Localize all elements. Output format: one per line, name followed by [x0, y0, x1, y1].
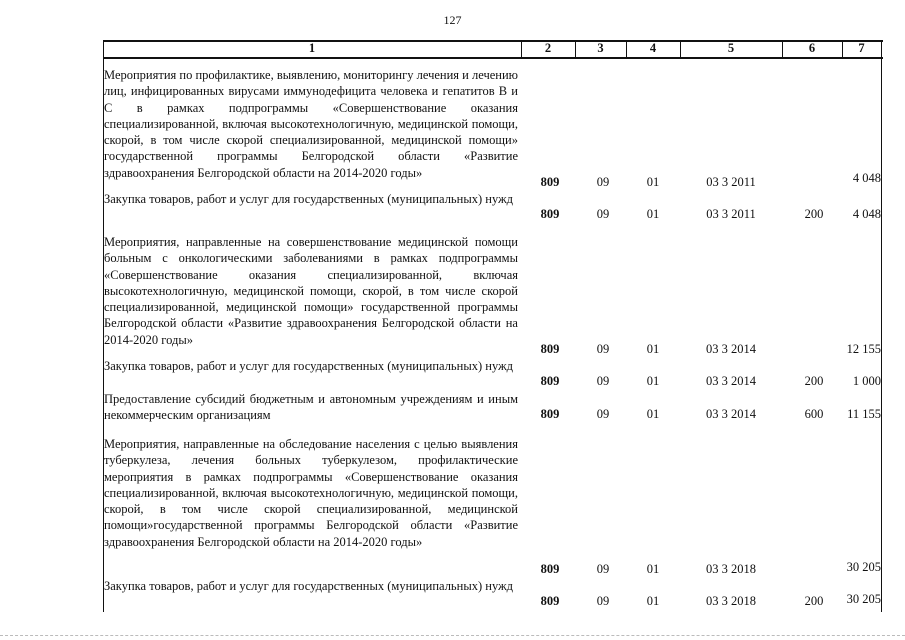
- cell-subsection: 01: [646, 374, 660, 388]
- cell-department: 809: [540, 374, 560, 388]
- cell-subsection: 01: [646, 562, 660, 576]
- cell-amount: 12 155: [846, 342, 881, 356]
- cell-amount: 11 155: [847, 407, 881, 421]
- page-number: 127: [443, 13, 462, 27]
- cell-amount: 30 205: [846, 560, 881, 574]
- scan-edge-line: [0, 635, 905, 636]
- cell-amount: 4 048: [852, 171, 881, 185]
- header-col-4: 4: [649, 41, 657, 55]
- cell-expense-type: 200: [804, 594, 824, 608]
- cell-expense-type: 200: [804, 374, 824, 388]
- row-description: Мероприятия, направленные на обследование населения с целью выявления туберкулеза, лечения больных туберкулезом, профилактические мероприятия в рамках подпрограммы «Совершенствование оказания специализированной, включая высокотехнологичную, медицинской помощи, скорой, в том числе скорой специализированной, медицинской помощи»государственной программы Белгородской области «Развитие здравоохранения Белгородской области на 2014-2020 годы»: [104, 437, 518, 549]
- cell-target-article: 03 3 2011: [706, 207, 756, 221]
- cell-target-article: 03 3 2014: [706, 374, 756, 388]
- cell-section: 09: [596, 342, 610, 356]
- cell-department: 809: [540, 562, 560, 576]
- cell-amount: 4 048: [852, 207, 881, 221]
- cell-amount: 30 205: [846, 592, 881, 606]
- cell-subsection: 01: [646, 594, 660, 608]
- cell-section: 09: [596, 407, 610, 421]
- header-col-2: 2: [544, 41, 552, 55]
- cell-target-article: 03 3 2018: [706, 594, 756, 608]
- cell-subsection: 01: [646, 207, 660, 221]
- cell-department: 809: [540, 407, 560, 421]
- cell-expense-type: 600: [804, 407, 824, 421]
- budget-table: [103, 40, 883, 612]
- cell-target-article: 03 3 2014: [706, 407, 756, 421]
- cell-department: 809: [540, 594, 560, 608]
- row-description: Мероприятия по профилактике, выявлению, мониторингу лечения и лечению лиц, инфицированных вирусами иммунодефицита человека и гепатитов В и С в рамках подпрограммы «Совершенствование оказания специализированной, включая высокотехнологичную, медицинской помощи, скорой, в том числе скорой специализированной, медицинской помощи» государственной программы Белгородской области «Развитие здравоохранения Белгородской области на 2014-2020 годы»: [104, 68, 519, 180]
- cell-subsection: 01: [646, 407, 660, 421]
- row-description: Закупка товаров, работ и услуг для государственных (муниципальных) нужд: [104, 359, 514, 373]
- row-description: Закупка товаров, работ и услуг для государственных (муниципальных) нужд: [104, 192, 514, 206]
- cell-subsection: 01: [646, 342, 660, 356]
- table-right-border: [881, 40, 882, 612]
- cell-target-article: 03 3 2018: [706, 562, 756, 576]
- cell-department: 809: [540, 207, 560, 221]
- cell-target-article: 03 3 2014: [706, 342, 756, 356]
- cell-section: 09: [596, 562, 610, 576]
- header-col-6: 6: [808, 41, 816, 55]
- header-col-3: 3: [597, 41, 604, 55]
- cell-department: 809: [540, 342, 560, 356]
- cell-subsection: 01: [646, 175, 660, 189]
- cell-expense-type: 200: [804, 207, 824, 221]
- row-description: Предоставление субсидий бюджетным и автономным учреждениям и иным некоммерческим организациям: [104, 392, 518, 423]
- cell-section: 09: [596, 207, 610, 221]
- header-col-7: 7: [858, 41, 865, 55]
- cell-amount: 1 000: [852, 374, 881, 388]
- cell-department: 809: [540, 175, 560, 189]
- cell-section: 09: [596, 175, 610, 189]
- cell-section: 09: [596, 374, 610, 388]
- header-col-1: 1: [308, 41, 316, 55]
- header-bottom-border: [103, 57, 883, 59]
- cell-target-article: 03 3 2011: [706, 175, 756, 189]
- row-description: Закупка товаров, работ и услуг для государственных (муниципальных) нужд: [104, 579, 514, 593]
- header-col-5: 5: [727, 41, 735, 55]
- cell-section: 09: [596, 594, 610, 608]
- row-description: Мероприятия, направленные на совершенствование медицинской помощи больным с онкологическими заболеваниями в рамках подпрограммы «Совершенствование оказания специализированной, включая высокотехнологичную, медицинской помощи, скорой, в том числе скорой специализированной, медицинской помощи» государственной программы Белгородской области «Развитие здравоохранения Белгородской области на 2014-2020 годы»: [104, 235, 518, 347]
